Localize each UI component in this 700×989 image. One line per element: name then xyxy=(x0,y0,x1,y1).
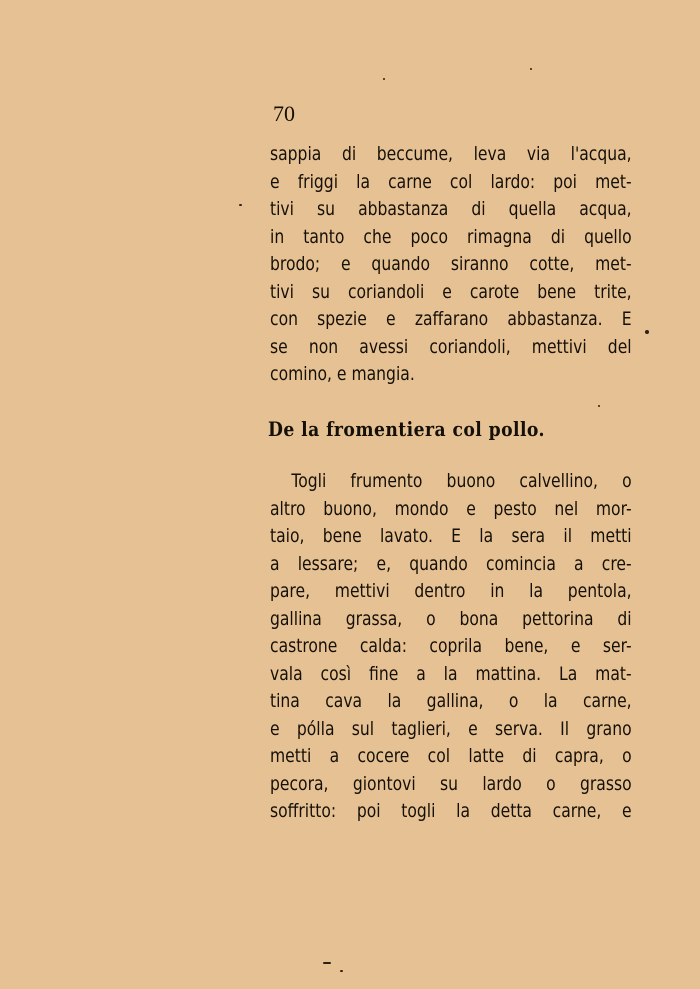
recipe-paragraph xyxy=(270,468,632,826)
text-line: tivi su abbastanza di quella acqua, xyxy=(270,198,632,220)
text-line: taio, bene lavato. E la sera il metti xyxy=(270,525,632,547)
text-line: castrone calda: coprila bene, e ser- xyxy=(270,635,632,657)
text-line: Togli frumento buono calvellino, o xyxy=(291,470,632,492)
text-line: brodo; e quando siranno cotte, met- xyxy=(270,253,632,275)
text-line: con spezie e zaffarano abbastanza. E xyxy=(270,308,632,330)
scan-speck xyxy=(645,330,649,334)
text-line: se non avessi coriandoli, mettivi del xyxy=(270,335,632,358)
text-line: altro buono, mondo e pesto nel mor- xyxy=(270,497,632,520)
scan-speck xyxy=(598,405,600,407)
text-line: comino, e mangia. xyxy=(270,363,415,385)
text-line: gallina grassa, o bona pettorina di xyxy=(270,607,632,630)
text-line: vala così fine a la mattina. La mat- xyxy=(270,662,632,685)
text-line: e pólla sul taglieri, e serva. Il grano xyxy=(270,717,632,740)
text-line: tivi su coriandoli e carote bene trite, xyxy=(270,280,632,303)
text-line: e friggi la carne col lardo: poi met- xyxy=(270,170,632,193)
scan-speck xyxy=(530,68,532,70)
text-line: tina cava la gallina, o la carne, xyxy=(270,690,632,712)
scan-speck xyxy=(383,78,385,80)
text-line: a lessare; e, quando comincia a cre- xyxy=(270,552,632,575)
scan-speck xyxy=(340,970,343,972)
text-line: metti a cocere col latte di capra, o xyxy=(270,745,632,767)
text-line: pare, mettivi dentro in la pentola, xyxy=(270,580,632,602)
recipe-heading: De la fromentiera col pollo. xyxy=(268,417,545,441)
text-line: pecora, giontovi su lardo o grasso xyxy=(270,772,632,795)
text-line: soffritto: poi togli la detta carne, e xyxy=(270,800,632,822)
scan-speck xyxy=(239,204,242,206)
text-line: in tanto che poco rimagna di quello xyxy=(270,225,632,248)
scan-speck xyxy=(323,962,331,964)
paragraph-continued xyxy=(270,141,632,389)
text-line: sappia di beccume, leva via l'acqua, xyxy=(270,143,632,165)
page-number: 70 xyxy=(273,101,295,126)
